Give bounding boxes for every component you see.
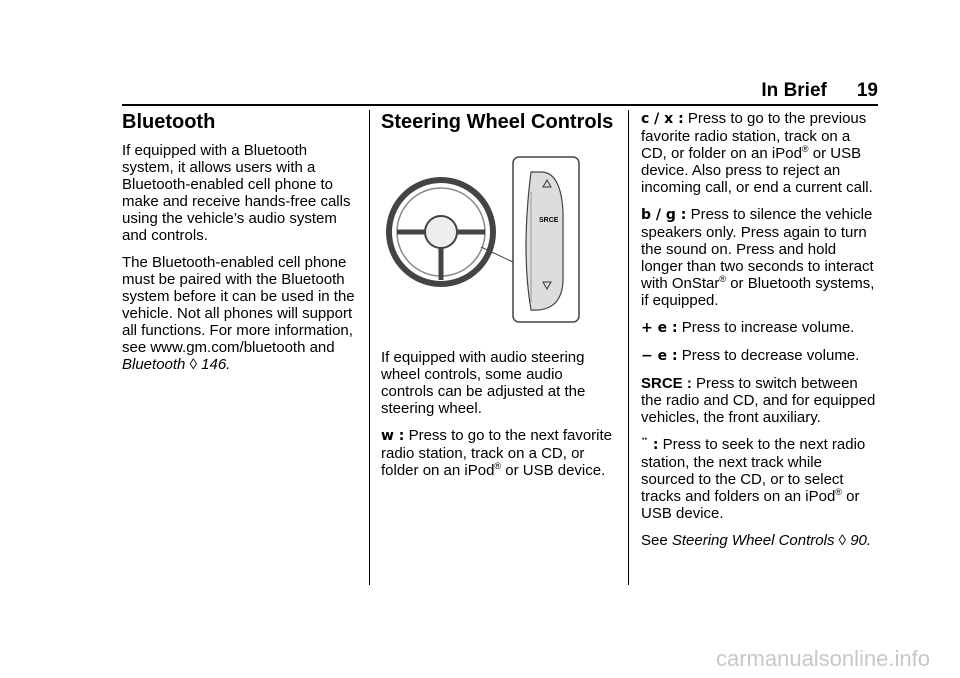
- volume-down-icon: − e :: [641, 348, 678, 364]
- page-number: 19: [856, 80, 878, 101]
- cross-reference-link[interactable]: Bluetooth: [122, 356, 186, 373]
- mute-voice-icon: b / g :: [641, 207, 687, 223]
- watermark: carmanualsonline.info: [715, 646, 930, 671]
- paragraph: − e : Press to decrease volume.: [641, 347, 860, 364]
- paragraph: SRCE : Press to switch between the radio and CD, and for equipped vehicles, the front auxiliary.: [641, 375, 876, 426]
- page-header: [761, 80, 878, 102]
- steering-wheel-illustration: [381, 152, 581, 327]
- paragraph: See Steering Wheel Controls ◊ 90.: [641, 532, 872, 549]
- srce-label: SRCE: [539, 217, 559, 224]
- page-ref: 146.: [201, 356, 231, 373]
- cross-reference-link[interactable]: Steering Wheel Controls: [671, 532, 835, 549]
- column-divider: [369, 110, 370, 585]
- paragraph: w : Press to go to the next favorite radio station, track on a CD, or folder on an iPod® or USB device.: [381, 427, 613, 479]
- paragraph: c / x : Press to go to the previous favorite radio station, track on a CD, or folder on an iPod® or USB device. Also press to reject an incoming call, or end a current call.: [641, 110, 873, 196]
- next-favorite-icon: w :: [381, 428, 405, 444]
- volume-up-icon: + e :: [641, 320, 678, 336]
- paragraph: b / g : Press to silence the vehicle speakers only. Press again to turn the sound on. Press and hold longer than two seconds to interact with OnStar® or Bluetooth systems, if equipped.: [641, 206, 875, 309]
- column-controls-continued: [641, 110, 878, 559]
- section-heading: Bluetooth: [122, 111, 216, 133]
- column-bluetooth: [122, 110, 358, 383]
- page-ref-icon: ◊: [838, 532, 847, 549]
- header-rule: [122, 104, 878, 106]
- page-ref: 90.: [850, 532, 872, 549]
- paragraph: The Bluetooth-enabled cell phone must be paired with the Bluetooth system before it can be used in the vehicle. Not all phones will support all functions. For more information, see www.gm.com/bluetooth and Bluetooth ◊ 146.: [122, 254, 355, 373]
- paragraph: If equipped with a Bluetooth system, it allows users with a Bluetooth-enabled cell phone to make and receive hands-free calls using the vehicle’s audio system and controls.: [122, 142, 351, 244]
- previous-reject-icon: c / x :: [641, 111, 684, 127]
- paragraph: + e : Press to increase volume.: [641, 319, 855, 336]
- column-steering-wheel-controls: [381, 110, 617, 489]
- page-ref-icon: ◊: [189, 356, 197, 373]
- srce-label: SRCE :: [641, 375, 692, 392]
- section-heading: Steering Wheel Controls: [381, 111, 614, 133]
- paragraph: ¨ : Press to seek to the next radio station, the next track while sourced to the CD, or to select tracks and folders on an iPod® or USB device.: [641, 436, 866, 522]
- section-title: In Brief: [761, 80, 827, 101]
- column-divider: [628, 110, 629, 585]
- paragraph: If equipped with audio steering wheel controls, some audio controls can be adjusted at the steering wheel.: [381, 349, 586, 417]
- seek-next-icon: ¨ :: [641, 437, 659, 453]
